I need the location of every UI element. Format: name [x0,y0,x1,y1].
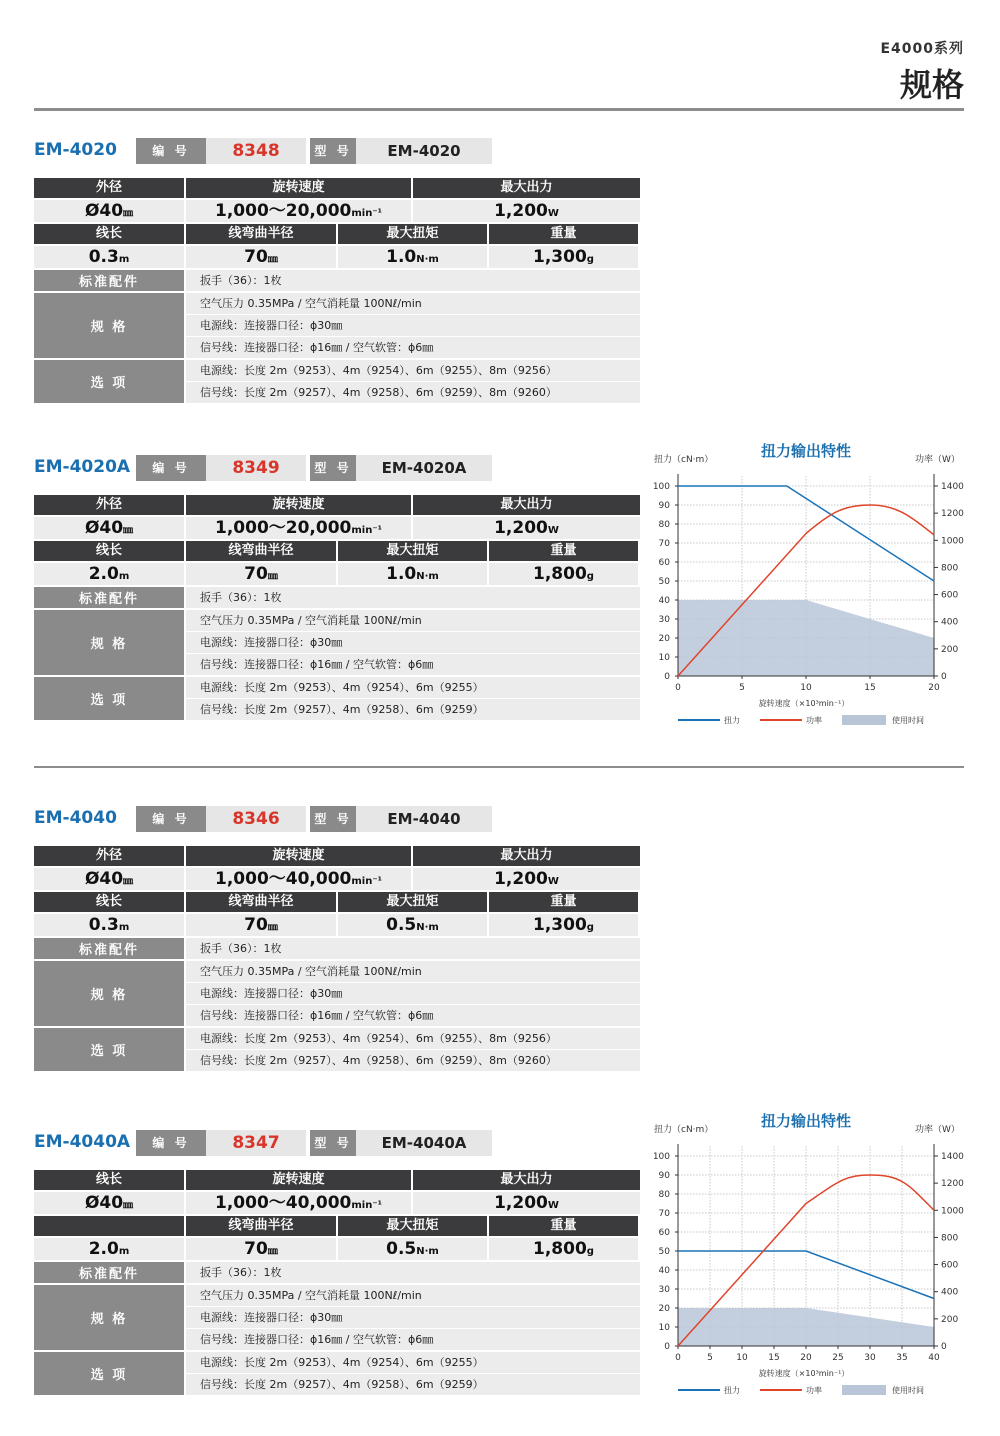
spec-block [34,610,640,675]
accessory-label: 标准配件 [34,1262,184,1283]
power-value [413,868,640,890]
outer-num: Ø40 [84,869,124,889]
spec-line: 信号线：连接器口径：ϕ16㎜ / 空气软管：ϕ6㎜ [186,337,640,358]
accessory-text: 扳手（36）：1枚 [186,938,640,959]
outer-num: Ø40 [84,1193,124,1213]
weight-num: 1,300 [533,247,587,267]
option-label: 选 项 [34,360,184,403]
x-tick-label: 15 [864,683,876,693]
cable-value [34,1238,184,1260]
code-label: 编 号 [136,806,206,832]
weight-value [489,1238,638,1260]
y2-tick-label: 0 [941,1342,947,1352]
power-num: 1,200 [494,1193,548,1213]
speed-num: 1,000～20,000 [215,201,352,221]
spec-grid [34,178,640,405]
spec-grid [34,495,640,722]
cable-value [34,563,184,585]
y-tick-label: 90 [658,1171,670,1181]
spec-line: 电源线：连接器口径：ϕ30㎜ [186,315,640,336]
y-tick-label: 80 [658,520,670,530]
chart-title: 扭力输出特性 [760,1113,852,1130]
outer-value [34,868,184,890]
accessory-text: 扳手（36）：1枚 [186,270,640,291]
code-label: 编 号 [136,1130,206,1156]
accessory-block [34,1262,640,1283]
y-tick-label: 10 [658,653,670,663]
unit-nm: N·m [416,922,439,933]
weight-header: 重量 [489,541,638,561]
legend-torque-label: 扭力 [724,716,740,725]
speed-value [186,200,411,222]
value-row [34,246,640,268]
outer-value [34,1192,184,1214]
power-header: 最大出力 [413,846,640,866]
spec-lines [186,1285,640,1350]
x-tick-label: 25 [832,1353,844,1363]
unit-w: W [547,208,559,219]
bend-header: 线弯曲半径 [186,224,336,244]
outer-num: Ø40 [84,201,124,221]
x-tick-label: 10 [800,683,812,693]
spec-lines [186,610,640,675]
bend-value [186,914,336,936]
value-row [34,1238,640,1260]
bend-num: 70 [244,247,268,267]
model-label: 型 号 [310,1130,356,1156]
value-row [34,868,640,890]
cable-header: 线长 [34,892,184,912]
option-line: 电源线：长度 2m（9253）、4m（9254）、6m（9255）、8m（9256） [186,1028,640,1049]
y-tick-label: 90 [658,501,670,511]
torque-num: 1.0 [386,247,417,267]
option-line: 信号线：长度 2m（9257）、4m（9258）、6m（9259）、8m（9260） [186,382,640,403]
cable-header: 线长 [34,224,184,244]
torque-value [338,246,487,268]
cable-header: 线长 [34,541,184,561]
spec-grid [34,1170,640,1397]
unit-nm: N·m [416,571,439,582]
outer-value [34,200,184,222]
torque-num: 0.5 [386,1239,417,1259]
unit-w: W [547,876,559,887]
option-label: 选 项 [34,677,184,720]
y-tick-label: 20 [658,634,670,644]
legend-torque-label: 扭力 [724,1386,740,1395]
unit-g: g [586,254,594,265]
spec-label: 规 格 [34,961,184,1026]
accessory-text: 扳手（36）：1枚 [186,1262,640,1283]
page-title: 规格 [899,66,964,104]
bend-value [186,246,336,268]
x-tick-label: 0 [675,683,681,693]
y2-tick-label: 800 [941,563,959,574]
y-tick-label: 60 [658,1228,670,1238]
option-block [34,1028,640,1071]
title-line [34,138,640,164]
bend-num: 70 [244,1239,268,1259]
speed-num: 1,000～40,000 [215,1193,352,1213]
y2-tick-label: 0 [941,672,947,682]
spec-line: 信号线：连接器口径：ϕ16㎜ / 空气软管：ϕ6㎜ [186,1005,640,1026]
y-tick-label: 70 [658,539,670,549]
value-row [34,563,640,585]
option-line: 信号线：长度 2m（9257）、4m（9258）、6m（9259）、8m（9260） [186,1050,640,1071]
cable-num: 2.0 [88,1239,119,1259]
option-label: 选 项 [34,1352,184,1395]
weight-num: 1,800 [533,564,587,584]
unit-g: g [586,1246,594,1257]
outer-header: 线长 [34,1170,184,1190]
model-name: EM-4040 [34,808,117,828]
option-lines [186,360,640,403]
unit-mm: ㎜ [267,254,278,265]
usage-area [678,1308,934,1346]
unit-mm: ㎜ [267,1246,278,1257]
bend-header: 线弯曲半径 [186,892,336,912]
y2-tick-label: 1000 [941,1206,964,1217]
spec-line: 空气压力 0.35MPa / 空气消耗量 100Nℓ/min [186,293,640,314]
power-value [413,200,640,222]
y-tick-label: 20 [658,1304,670,1314]
code-value: 8347 [206,1130,306,1156]
x-tick-label: 30 [864,1353,876,1363]
x-tick-label: 20 [928,683,940,693]
option-lines [186,1028,640,1071]
speed-value [186,1192,411,1214]
x-tick-label: 35 [896,1353,908,1363]
speed-num: 1,000～40,000 [215,869,352,889]
speed-header: 旋转速度 [186,495,411,515]
unit-mm: ㎜ [123,208,134,219]
spec-line: 空气压力 0.35MPa / 空气消耗量 100Nℓ/min [186,961,640,982]
spec-grid [34,846,640,1073]
weight-value [489,246,638,268]
mid-divider [34,766,964,768]
unit-w: W [547,525,559,536]
model-value: EM-4020 [356,138,492,164]
cable-header [34,1216,184,1236]
model-name: EM-4020 [34,140,117,160]
y2-tick-label: 200 [941,644,959,655]
cable-num: 2.0 [88,564,119,584]
accessory-lines [186,938,640,959]
x-tick-label: 15 [768,1353,780,1363]
power-value [413,1192,640,1214]
y-tick-label: 50 [658,1247,670,1257]
torque-num: 0.5 [386,915,417,935]
weight-num: 1,800 [533,1239,587,1259]
legend-usage-label: 使用时间 [892,1386,924,1395]
spec-label: 规 格 [34,293,184,358]
x-tick-label: 5 [739,683,745,693]
power-value [413,517,640,539]
spec-block [34,961,640,1026]
spec-line: 电源线：连接器口径：ϕ30㎜ [186,983,640,1004]
speed-header: 旋转速度 [186,1170,411,1190]
torque-value [338,914,487,936]
header-row [34,1170,640,1190]
unit-rpm: min⁻¹ [351,1200,382,1211]
model-value: EM-4020A [356,455,492,481]
usage-area [678,600,934,676]
x-tick-label: 5 [707,1353,713,1363]
y2-tick-label: 1400 [941,482,964,492]
torque-header: 最大扭矩 [338,892,487,912]
x-tick-label: 20 [800,1353,812,1363]
accessory-lines [186,1262,640,1283]
spec-block [34,1285,640,1350]
y2-tick-label: 800 [941,1233,959,1244]
y-tick-label: 100 [652,482,670,492]
y2-axis-label: 功率（W） [915,1125,960,1135]
y2-tick-label: 400 [941,1287,959,1298]
spec-label: 规 格 [34,1285,184,1350]
power-header: 最大出力 [413,495,640,515]
weight-header: 重量 [489,224,638,244]
model-name: EM-4020A [34,457,131,477]
option-line: 信号线：长度 2m（9257）、4m（9258）、6m（9259） [186,1374,640,1395]
option-lines [186,1352,640,1395]
y-axis-label: 扭力（cN·m） [654,455,714,465]
value-row [34,517,640,539]
power-header: 最大出力 [413,1170,640,1190]
x-tick-label: 10 [736,1353,748,1363]
unit-m: m [118,922,130,933]
spec-line: 电源线：连接器口径：ϕ30㎜ [186,632,640,653]
unit-mm: ㎜ [267,571,278,582]
torque-header: 最大扭矩 [338,224,487,244]
header-row [34,541,640,561]
title-line [34,806,640,832]
title-line [34,1130,640,1156]
header-row [34,846,640,866]
y2-tick-label: 600 [941,590,959,601]
legend-power-label: 功率 [806,716,822,725]
unit-m: m [118,571,130,582]
unit-mm: ㎜ [123,876,134,887]
option-line: 电源线：长度 2m（9253）、4m（9254）、6m（9255）、8m（9256） [186,360,640,381]
accessory-block [34,587,640,608]
y2-tick-label: 1000 [941,536,964,547]
unit-rpm: min⁻¹ [351,208,382,219]
y-tick-label: 30 [658,615,670,625]
unit-m: m [118,254,130,265]
header-row [34,178,640,198]
option-line: 电源线：长度 2m（9253）、4m（9254）、6m（9255） [186,1352,640,1373]
power-num: 1,200 [494,518,548,538]
model-value: EM-4040A [356,1130,492,1156]
unit-mm: ㎜ [267,922,278,933]
unit-rpm: min⁻¹ [351,876,382,887]
unit-rpm: min⁻¹ [351,525,382,536]
spec-lines [186,961,640,1026]
header-row [34,495,640,515]
legend-usage-swatch [842,1385,886,1395]
y-tick-label: 80 [658,1190,670,1200]
header-row [34,892,640,912]
torque-value [338,1238,487,1260]
option-line: 电源线：长度 2m（9253）、4m（9254）、6m（9255） [186,677,640,698]
unit-g: g [586,571,594,582]
unit-nm: N·m [416,1246,439,1257]
model-label: 型 号 [310,806,356,832]
y2-tick-label: 600 [941,1260,959,1271]
torque-header: 最大扭矩 [338,1216,487,1236]
x-axis-label: 旋转速度（×10³min⁻¹） [758,699,850,708]
torque-num: 1.0 [386,564,417,584]
y-axis-label: 扭力（cN·m） [654,1125,714,1135]
chart-title: 扭力输出特性 [760,443,852,460]
bend-header: 线弯曲半径 [186,541,336,561]
y-tick-label: 40 [658,596,670,606]
outer-header: 外径 [34,846,184,866]
y2-tick-label: 1400 [941,1152,964,1162]
code-label: 编 号 [136,138,206,164]
y-tick-label: 0 [664,1342,670,1352]
code-label: 编 号 [136,455,206,481]
option-line: 信号线：长度 2m（9257）、4m（9258）、6m（9259） [186,699,640,720]
unit-g: g [586,922,594,933]
value-row [34,200,640,222]
power-num: 1,200 [494,869,548,889]
torque-header: 最大扭矩 [338,541,487,561]
option-lines [186,677,640,720]
outer-value [34,517,184,539]
y-tick-label: 40 [658,1266,670,1276]
code-value: 8346 [206,806,306,832]
x-axis-label: 旋转速度（×10³min⁻¹） [758,1369,850,1378]
option-block [34,677,640,720]
bend-num: 70 [244,564,268,584]
torque-chart-1 [640,436,970,732]
unit-m: m [118,1246,130,1257]
torque-value [338,563,487,585]
y2-tick-label: 200 [941,1314,959,1325]
option-label: 选 项 [34,1028,184,1071]
y2-tick-label: 400 [941,617,959,628]
spec-lines [186,293,640,358]
spec-line: 空气压力 0.35MPa / 空气消耗量 100Nℓ/min [186,1285,640,1306]
bend-value [186,563,336,585]
cable-num: 0.3 [88,915,119,935]
torque-chart-2 [640,1106,970,1402]
value-row [34,914,640,936]
x-tick-label: 0 [675,1353,681,1363]
weight-header: 重量 [489,1216,638,1236]
code-value: 8348 [206,138,306,164]
bend-value [186,1238,336,1260]
accessory-label: 标准配件 [34,938,184,959]
outer-header: 外径 [34,178,184,198]
outer-header: 外径 [34,495,184,515]
legend-usage-label: 使用时间 [892,716,924,725]
speed-num: 1,000～20,000 [215,518,352,538]
y-tick-label: 10 [658,1323,670,1333]
weight-value [489,563,638,585]
option-block [34,1352,640,1395]
value-row [34,1192,640,1214]
accessory-block [34,938,640,959]
weight-value [489,914,638,936]
speed-header: 旋转速度 [186,178,411,198]
y-tick-label: 50 [658,577,670,587]
header-row [34,224,640,244]
cable-num: 0.3 [88,247,119,267]
y2-axis-label: 功率（W） [915,455,960,465]
unit-mm: ㎜ [123,1200,134,1211]
legend-power-label: 功率 [806,1386,822,1395]
bend-header: 线弯曲半径 [186,1216,336,1236]
unit-mm: ㎜ [123,525,134,536]
y-tick-label: 60 [658,558,670,568]
bend-num: 70 [244,915,268,935]
spec-line: 电源线：连接器口径：ϕ30㎜ [186,1307,640,1328]
legend-usage-swatch [842,715,886,725]
model-label: 型 号 [310,138,356,164]
spec-block [34,293,640,358]
accessory-lines [186,270,640,291]
spec-line: 空气压力 0.35MPa / 空气消耗量 100Nℓ/min [186,610,640,631]
weight-num: 1,300 [533,915,587,935]
speed-value [186,868,411,890]
model-name: EM-4040A [34,1132,131,1152]
power-num: 1,200 [494,201,548,221]
top-divider [34,108,964,111]
y2-tick-label: 1200 [941,1179,964,1190]
speed-value [186,517,411,539]
weight-header: 重量 [489,892,638,912]
accessory-label: 标准配件 [34,587,184,608]
y-tick-label: 0 [664,672,670,682]
x-tick-label: 40 [928,1353,940,1363]
accessory-text: 扳手（36）：1枚 [186,587,640,608]
accessory-lines [186,587,640,608]
code-value: 8349 [206,455,306,481]
power-header: 最大出力 [413,178,640,198]
y-tick-label: 70 [658,1209,670,1219]
unit-w: W [547,1200,559,1211]
y-tick-label: 30 [658,1285,670,1295]
model-value: EM-4040 [356,806,492,832]
option-block [34,360,640,403]
title-line [34,455,640,481]
accessory-label: 标准配件 [34,270,184,291]
header-row [34,1216,640,1236]
spec-line: 信号线：连接器口径：ϕ16㎜ / 空气软管：ϕ6㎜ [186,1329,640,1350]
spec-line: 信号线：连接器口径：ϕ16㎜ / 空气软管：ϕ6㎜ [186,654,640,675]
y-tick-label: 100 [652,1152,670,1162]
speed-header: 旋转速度 [186,846,411,866]
accessory-block [34,270,640,291]
outer-num: Ø40 [84,518,124,538]
unit-nm: N·m [416,254,439,265]
spec-label: 规 格 [34,610,184,675]
model-label: 型 号 [310,455,356,481]
series-label: E4000系列 [880,41,964,57]
cable-value [34,246,184,268]
cable-value [34,914,184,936]
y2-tick-label: 1200 [941,509,964,520]
